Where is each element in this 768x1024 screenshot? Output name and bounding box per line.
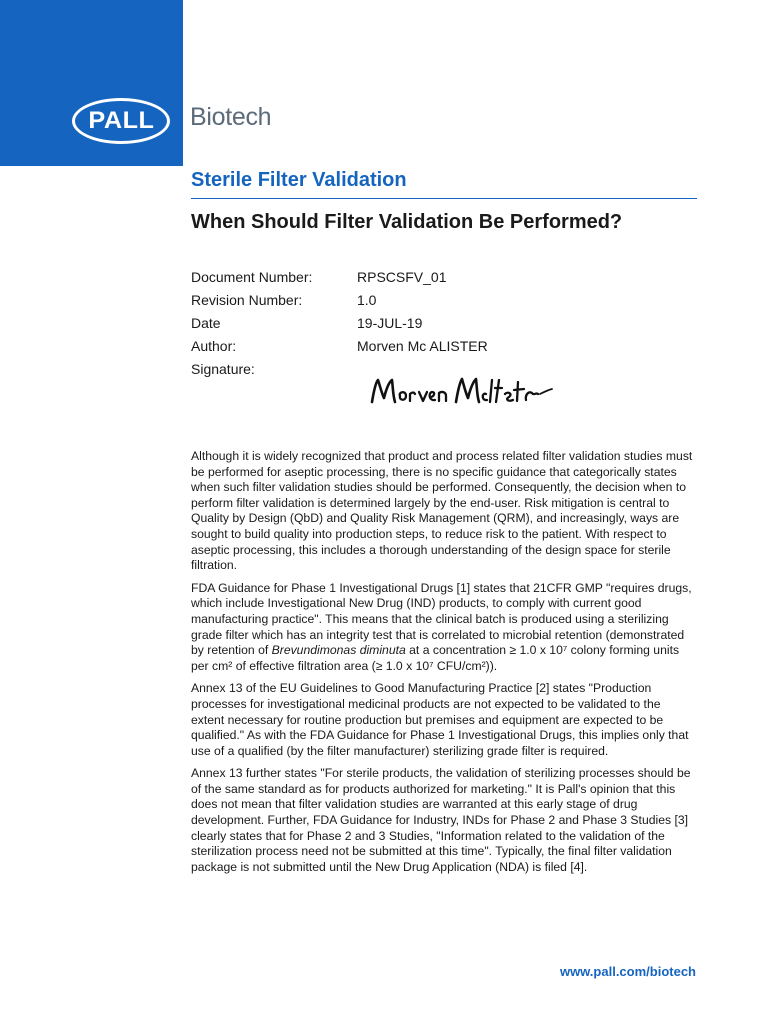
meta-row-document-number (191, 269, 488, 292)
brand-logo-block (0, 0, 183, 166)
pall-logo (72, 98, 170, 144)
paragraph-introduction: Although it is widely recognized that product and process related filter validation studies must be performed for aseptic processing, there is no specific guidance that categorically states when such filter validation studies should be performed. Consequently, the decision when to perform filter validation is determined largely by the end-user. Risk mitigation is central to Quality by Design (QbD) and Quality Risk Management (QRM), and increasingly, ways are sought to build quality into production steps, to reduce risk to the patient. With respect to aseptic processing, this includes a thorough understanding of the design space for sterile filtration. (191, 449, 693, 573)
paragraph-text: at a concentration ≥ 1.0 x 10⁷ colony forming units per cm² of effective filtration area (≥ 1.0 x 10⁷ CFU/cm²)). (191, 643, 680, 673)
document-title: When Should Filter Validation Be Performed? (191, 211, 623, 233)
meta-label: Revision Number: (191, 292, 303, 308)
meta-value: 1.0 (357, 292, 377, 308)
paragraph-fda-phase1 (191, 581, 697, 675)
paragraph-annex13: Annex 13 of the EU Guidelines to Good Manufacturing Practice [2] states "Production processes for investigational medicinal products are not expected to be validated to the extent necessary for routine production but premises and equipment are expected to be qualified." As with the FDA Guidance for Phase 1 Investigational Drugs, this implies only that use of a qualified (by the filter manufacturer) sterilizing grade filter is required. (191, 681, 689, 758)
paragraph-annex13-further: Annex 13 further states "For sterile products, the validation of sterilizing processes should be of the same standard as for products authorized for marketing." It is Pall's opinion that this does not mean that filter validation studies are warranted at this early stage of drug development. Further, FDA Guidance for Industry, INDs for Phase 2 and Phase 3 Studies [3] clearly states that for Phase 2 and 3 Studies, "Information related to the validation of the sterilization process need not be submitted at this time". Typically, the final filter validation package is not submitted until the New Drug Application (NDA) is filed [4]. (191, 766, 691, 874)
division-name: Biotech (190, 103, 272, 131)
meta-value: 19-JUL-19 (357, 315, 423, 331)
section-title: Sterile Filter Validation (191, 169, 407, 191)
document-metadata (191, 269, 488, 384)
meta-row-date (191, 315, 488, 338)
meta-value: RPSCSFV_01 (357, 269, 447, 285)
handwritten-signature (368, 372, 558, 414)
paragraph-text: FDA Guidance for Phase 1 Investigational Drugs [1] states that 21CFR GMP "requires drugs, which include Investigational New Drug (IND) products, to comply with current good manufacturing practice". This means that the clinical batch is produced using a sterilizing grade filter which has an integrity test that is correlated to microbial retention (demonstrated by retention of (191, 580, 692, 658)
organism-name: Brevundimonas diminuta (271, 643, 406, 658)
footer-website-link[interactable]: www.pall.com/biotech (559, 964, 696, 979)
title-divider (191, 198, 697, 199)
meta-label: Date (191, 315, 221, 331)
document-body (191, 449, 697, 882)
meta-label: Signature: (191, 361, 255, 377)
meta-row-author (191, 338, 488, 361)
meta-label: Document Number: (191, 269, 313, 285)
pall-logo-text: PALL (87, 107, 155, 134)
meta-row-revision (191, 292, 488, 315)
meta-value: Morven Mc ALISTER (357, 338, 488, 354)
meta-label: Author: (191, 338, 237, 354)
